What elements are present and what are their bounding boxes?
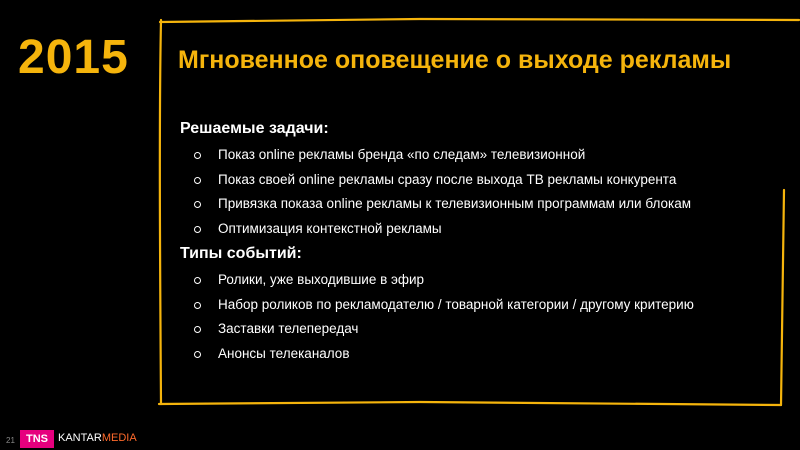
- kantar-logo-text: KANTAR: [58, 432, 102, 444]
- list-item: [190, 143, 691, 168]
- bullet-circle-icon: [194, 226, 201, 233]
- bullet-circle-icon: [194, 302, 201, 309]
- event-types-list: [190, 268, 694, 366]
- section-heading-event-types: Типы событий:: [180, 245, 302, 262]
- list-item: [190, 168, 691, 193]
- bullet-circle-icon: [194, 326, 201, 333]
- bullet-circle-icon: [194, 201, 201, 208]
- page-number: 21: [6, 436, 15, 445]
- tasks-list: [190, 143, 691, 241]
- bullet-circle-icon: [194, 152, 201, 159]
- bullet-circle-icon: [194, 277, 201, 284]
- list-item: [190, 293, 694, 318]
- slide-title: Мгновенное оповещение о выходе рекламы: [178, 46, 732, 74]
- media-logo-text: MEDIA: [101, 432, 137, 444]
- list-item-text: Показ online рекламы бренда «по следам» телевизионной: [218, 147, 586, 162]
- list-item: [190, 342, 694, 367]
- list-item-text: Набор роликов по рекламодателю / товарной категории / другому критерию: [218, 296, 694, 312]
- list-item: [190, 317, 694, 342]
- bullet-circle-icon: [194, 351, 201, 358]
- list-item-text: Ролики, уже выходившие в эфир: [218, 272, 425, 287]
- list-item-text: Заставки телепередач: [218, 321, 359, 336]
- list-item-text: Привязка показа online рекламы к телевизионным программам или блокам: [218, 196, 692, 211]
- kantar-media-logo: [58, 432, 137, 444]
- section-heading-tasks: Решаемые задачи:: [180, 120, 329, 137]
- list-item-text: Оптимизация контекстной рекламы: [218, 220, 442, 236]
- list-item: [190, 268, 694, 293]
- bullet-circle-icon: [194, 177, 201, 184]
- list-item: [190, 217, 691, 242]
- list-item: [190, 192, 691, 217]
- year-label: 2015: [18, 31, 129, 84]
- list-item-text: Показ своей online рекламы сразу после выхода ТВ рекламы конкурента: [218, 171, 677, 187]
- tns-logo: TNS: [20, 430, 54, 448]
- list-item-text: Анонсы телеканалов: [218, 345, 350, 361]
